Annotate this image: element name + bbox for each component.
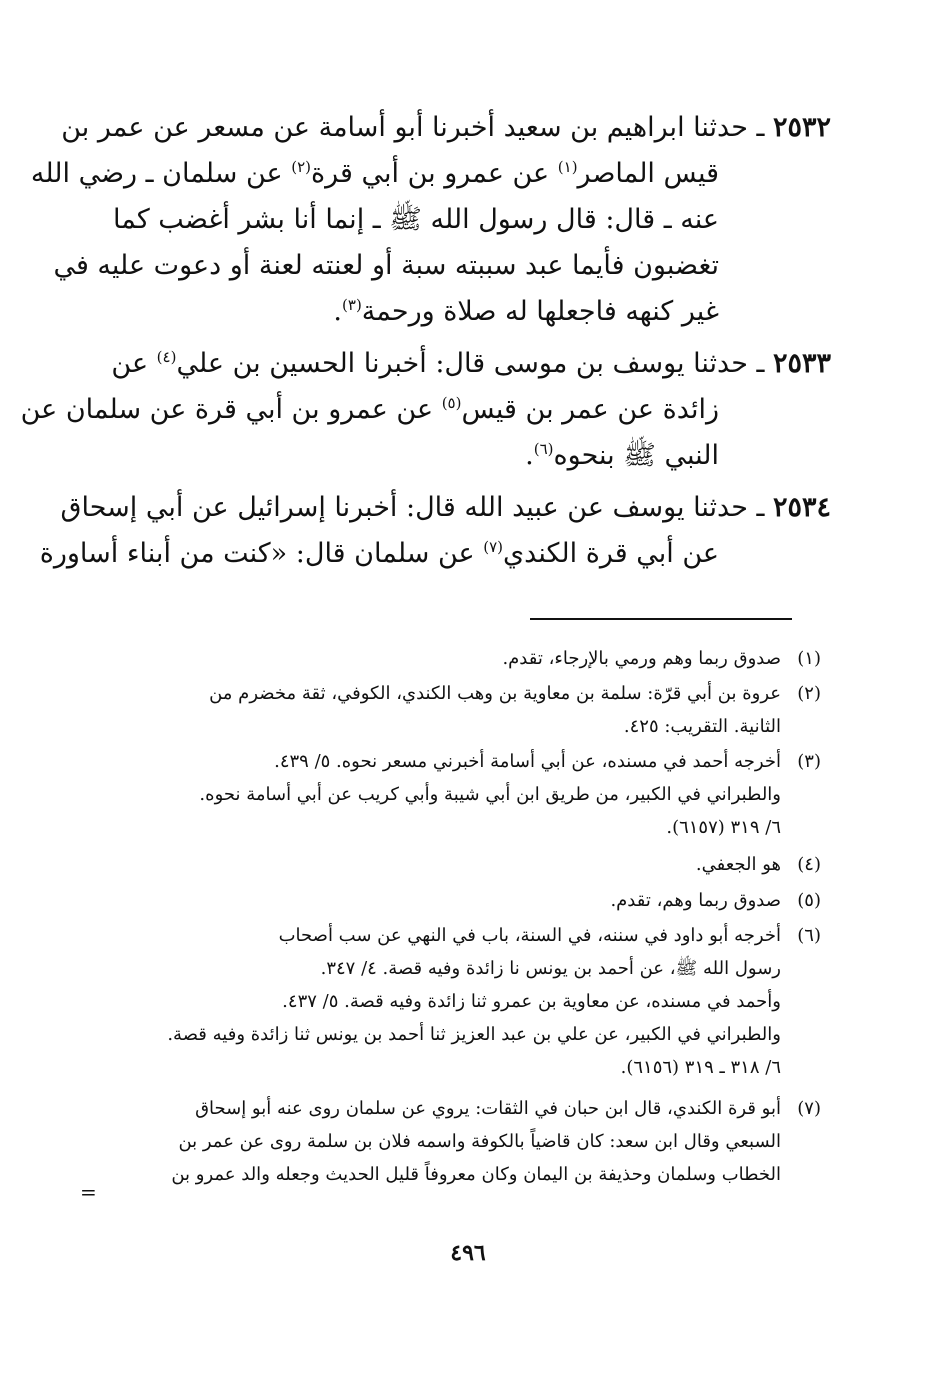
footnote-text: هو الجعفي. (695, 854, 781, 875)
footnote-text: أخرجه أبو داود في سننه، في السنة، باب في النهي عن سب أصحاب (278, 925, 781, 946)
footnote-ref: (٧) (483, 538, 504, 556)
footnote-line: السبعي وقال ابن سعد: كان قاضياً بالكوفة واسمه فلان بن سلمة روى عن عمر بن (178, 1131, 781, 1152)
footnote-ref: (٣) (342, 296, 362, 314)
footnote-ref: (١) (557, 158, 578, 176)
hadith-line (39, 531, 831, 577)
footnote-line (131, 919, 821, 952)
footnote-line: رسول الله ﷺ، عن أحمد بن يونس نا زائدة وفيه قصة. ٤/ ٣٤٧. (320, 958, 781, 979)
hadith-line: ٢٥٣٣ ـ حدثنا يوسف بن موسى قال: أخبرنا الحسين بن علي$^{(٤)}$ عن (111, 348, 831, 379)
footnote-line: وأحمد في مسنده، عن معاوية بن عمرو ثنا زائدة وفيه قصة. ٥/ ٤٣٧. (282, 991, 781, 1012)
footnote-number: (٤) (797, 854, 821, 875)
footnote-2 (131, 677, 821, 743)
footnote-line: ٦/ ٣١٨ ـ ٣١٩ (٦١٥٦). (620, 1057, 781, 1078)
hadith-number: ٢٥٣٤ (772, 492, 831, 523)
footnote-number: (٦) (797, 925, 821, 946)
hadith-line (111, 289, 831, 335)
hadith-line: ٢٥٣٢ ـ حدثنا ابراهيم بن سعيد أخبرنا أبو أسامة عن مسعر عن عمر بن (61, 112, 831, 143)
page-number: ٤٩٦ (450, 1240, 486, 1266)
footnote-number: (٢) (797, 683, 821, 704)
hadith-line (20, 387, 831, 433)
footnote-separator (530, 618, 792, 620)
hadith-text: غير كنهه فاجعلها له صلاة ورحمة (361, 296, 719, 327)
footnote-ref: (٤) (156, 348, 177, 366)
hadith-2532 (30, 105, 831, 335)
footnote-line: الخطاب وسلمان وحذيفة بن اليمان وكان معروفاً قليل الحديث وجعله والد عمرو بن (171, 1164, 781, 1185)
hadith-line: تغضبون فأيما عبد سببته سبة أو لعنته لعنة أو دعوت عليه في (53, 250, 719, 281)
hadith-text: عن سلمان قال: «كنت من أبناء أساورة (39, 538, 484, 569)
hadith-2534 (39, 485, 831, 577)
footnote-3 (131, 745, 821, 844)
footnote-line (131, 677, 821, 710)
footnote-6 (131, 919, 821, 1084)
hadith-line (30, 151, 831, 197)
footnote-line (131, 884, 821, 917)
footnote-number: (٧) (797, 1098, 821, 1119)
hadith-text: عن (111, 348, 157, 379)
hadith-text: عن أبي قرة الكندي (503, 538, 719, 569)
hadith-text: النبي ﷺ بنحوه (553, 440, 719, 471)
footnote-ref: (٢) (291, 158, 311, 176)
hadith-text: عن سلمان ـ رضي الله (30, 158, 292, 189)
footnote-4 (131, 848, 821, 881)
footnote-ref: (٥) (441, 394, 462, 412)
footnote-text: صدوق ربما وهم ورمي بالإرجاء، تقدم. (502, 648, 781, 669)
footnote-number: (٥) (797, 890, 821, 911)
footnote-line (131, 1092, 821, 1125)
hadith-text: عن عمرو بن أبي قرة (310, 158, 558, 189)
footnote-line (131, 642, 821, 675)
footnote-text: أبو قرة الكندي، قال ابن حبان في الثقات: يروي عن سلمان روى عنه أبو إسحاق (195, 1098, 781, 1119)
footnote-text: عروة بن أبي قرّة: سلمة بن معاوية بن وهب الكندي، الكوفي، ثقة مخضرم من (209, 683, 781, 704)
footnote-text: صدوق ربما وهم، تقدم. (610, 890, 781, 911)
footnote-1 (131, 642, 821, 675)
footnote-number: (٣) (797, 751, 821, 772)
footnote-line: والطبراني في الكبير، من طريق ابن أبي شيبة وأبي كريب عن أبي أسامة نحوه. (199, 784, 781, 805)
footnote-line: الثانية. التقريب: ٤٢٥. (623, 716, 781, 737)
footnote-line (131, 745, 821, 778)
footnote-5 (131, 884, 821, 917)
hadith-text: زائدة عن عمر بن قيس (461, 394, 719, 425)
hadith-line: عنه ـ قال: قال رسول الله ﷺ ـ إنما أنا بشر أغضب كما (113, 204, 719, 235)
hadith-text: . (525, 440, 534, 471)
hadith-text: حدثنا يوسف بن موسى قال: أخبرنا الحسين بن علي (176, 348, 748, 379)
hadith-number: ٢٥٣٣ (772, 348, 831, 379)
hadith-text: حدثنا يوسف عن عبيد الله قال: أخبرنا إسرائيل عن أبي إسحاق (60, 492, 748, 523)
continuation-mark: = (80, 1180, 97, 1204)
footnote-line (131, 848, 821, 881)
hadith-text: عن عمرو بن أبي قرة عن سلمان عن (20, 394, 442, 425)
hadith-line (111, 433, 831, 479)
hadith-text: . (333, 296, 343, 327)
footnote-number: (١) (797, 648, 821, 669)
hadith-text: قيس الماصر (577, 158, 719, 189)
footnote-text: أخرجه أحمد في مسنده، عن أبي أسامة أخبرني مسعر نحوه. ٥/ ٤٣٩. (274, 751, 781, 772)
footnote-line: ٦/ ٣١٩ (٦١٥٧). (666, 817, 781, 838)
hadith-line: ٢٥٣٤ ـ حدثنا يوسف عن عبيد الله قال: أخبرنا إسرائيل عن أبي إسحاق (60, 492, 831, 523)
hadith-2533 (20, 341, 831, 479)
hadith-text: حدثنا ابراهيم بن سعيد أخبرنا أبو أسامة عن مسعر عن عمر بن (61, 112, 748, 143)
hadith-number: ٢٥٣٢ (772, 112, 831, 143)
footnote-ref: (٦) (533, 440, 554, 458)
footnote-7 (131, 1092, 821, 1191)
footnote-line: والطبراني في الكبير، عن علي بن عبد العزيز ثنا أحمد بن يونس ثنا زائدة وفيه قصة. (167, 1024, 781, 1045)
